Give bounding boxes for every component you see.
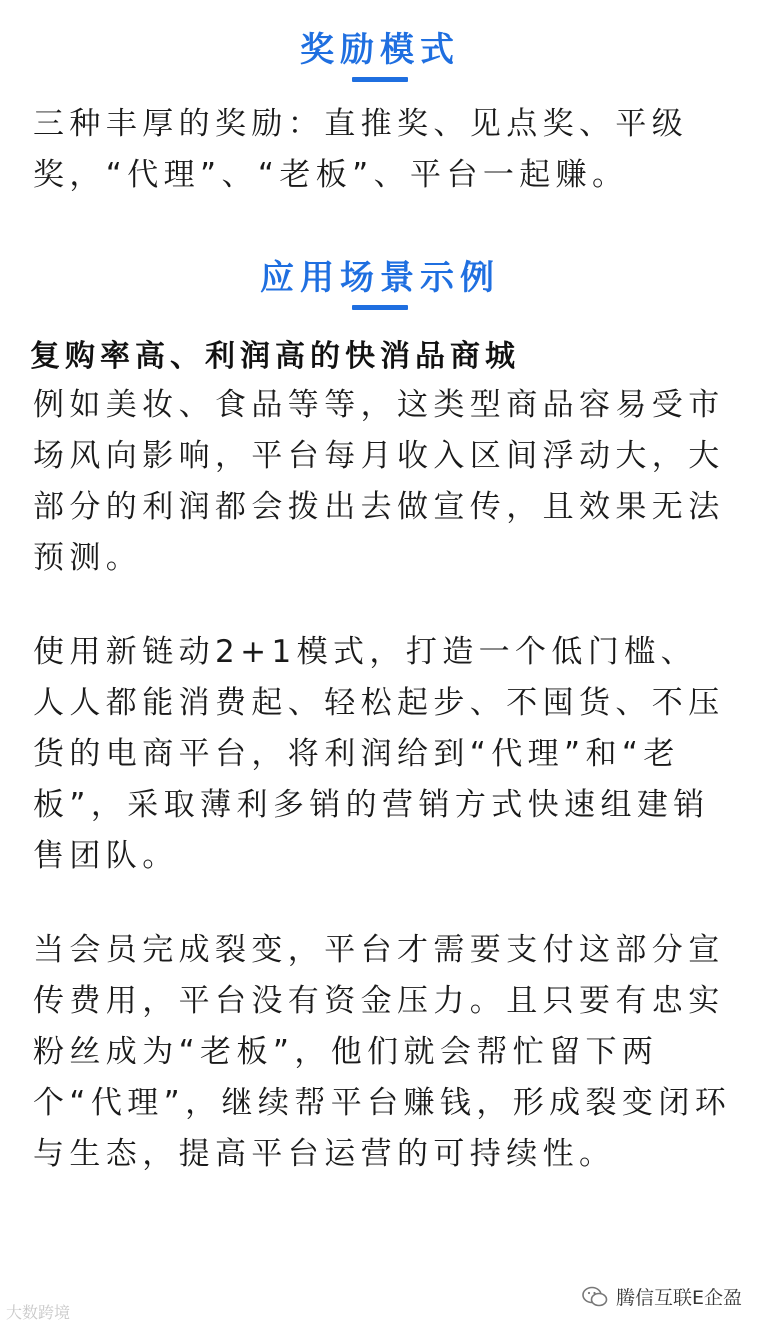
scenario-paragraph-3: 当会员完成裂变，平台才需要支付这部分宣传费用，平台没有资金压力。且只要有忠实粉丝成为“老板”，他们就会帮忙留下两个“代理”，继续帮平台赚钱，形成裂变闭环与生态，提高平台运营的可持续性。 — [33, 932, 732, 1172]
account-name: 腾信互联E企盈 — [615, 1287, 742, 1309]
reward-paragraph: 三种丰厚的奖励：直推奖、见点奖、平级奖，“代理”、“老板”、平台一起赚。 — [33, 106, 689, 193]
section-heading-reward-mode — [0, 22, 760, 82]
heading-underline — [352, 77, 408, 82]
scenario-subtitle: 复购率高、利润高的快消品商城 — [30, 339, 520, 374]
heading-text: 奖励模式 — [300, 30, 460, 70]
heading-underline — [352, 305, 408, 310]
scenario-paragraph-1: 例如美妆、食品等等，这类型商品容易受市场风向影响，平台每月收入区间浮动大，大部分的利润都会拨出去做宣传，且效果无法预测。 — [33, 387, 725, 576]
section-heading-scenarios — [0, 250, 760, 310]
heading-text: 应用场景示例 — [260, 258, 500, 298]
scenario-paragraph-2: 使用新链动2+1模式，打造一个低门槛、人人都能消费起、轻松起步、不囤货、不压货的电商平台，将利润给到“代理”和“老板”，采取薄利多销的营销方式快速组建销售团队。 — [33, 634, 725, 874]
account-signature — [582, 1283, 742, 1310]
wechat-icon — [582, 1286, 608, 1308]
watermark-left: 大数跨境 — [6, 1303, 71, 1322]
